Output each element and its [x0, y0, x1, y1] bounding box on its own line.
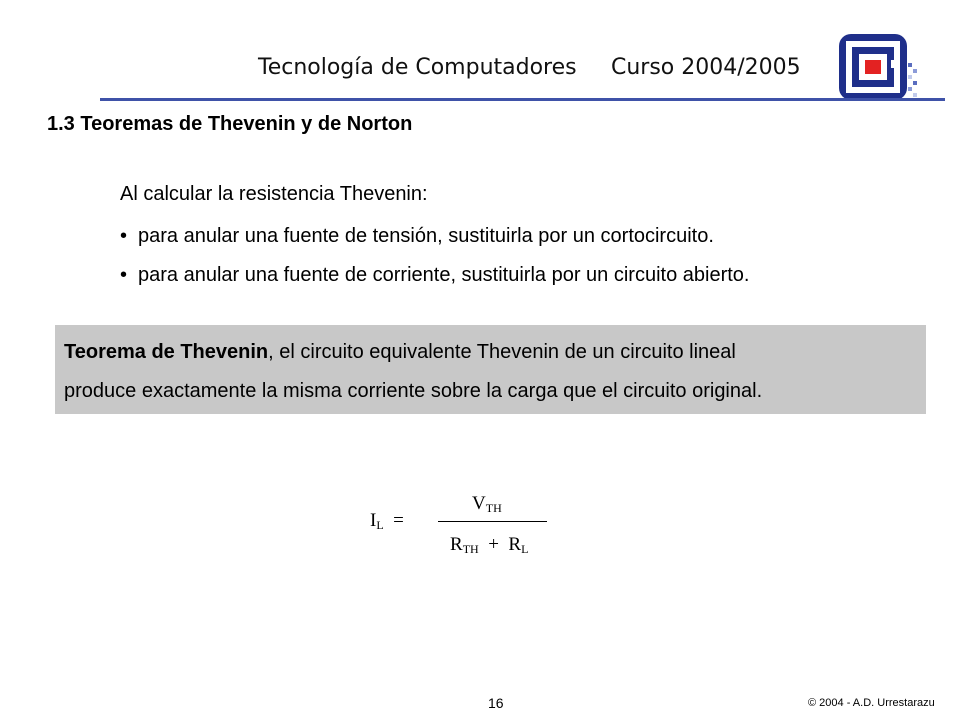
bullet-text: para anular una fuente de corriente, sustituirla por un circuito abierto. [138, 264, 750, 286]
copyright-notice [808, 697, 935, 709]
theorem-line-2: produce exactamente la misma corriente sobre la carga que el circuito original. [64, 380, 763, 402]
formula-equals: = [393, 510, 404, 531]
formula-denominator: $R_{TH} + R_L$ [450, 534, 529, 556]
section-title: 1.3 Teoremas de Thevenin y de Norton [47, 113, 413, 135]
copyright-text: 2004 - A.D. Urrestarazu [819, 697, 935, 709]
bullet-item [120, 225, 714, 248]
theorem-line-1 [64, 341, 736, 364]
bullet-dot: • [120, 225, 128, 247]
theorem-text-1: , el circuito equivalente Thevenin de un circuito lineal [268, 341, 736, 363]
header-course: Curso 2004/2005 [611, 55, 801, 80]
bullet-text: para anular una fuente de tensión, sustituirla por un cortocircuito. [138, 225, 714, 247]
bullet-item [120, 264, 749, 287]
formula-numerator: $V_{TH}$ [472, 493, 502, 515]
page-number: 16 [488, 695, 504, 711]
header-title: Tecnología de Computadores [258, 55, 577, 80]
intro-text: Al calcular la resistencia Thevenin: [120, 183, 428, 205]
header-rule [100, 98, 945, 101]
bullet-dot: • [120, 264, 128, 286]
theorem-term: Teorema de Thevenin [64, 341, 269, 363]
copyright-icon: © [808, 697, 817, 709]
thevenin-formula [360, 480, 580, 570]
formula-lhs: $I_L$ = [370, 510, 404, 532]
fraction-bar [438, 521, 547, 522]
university-logo-icon [838, 33, 920, 103]
